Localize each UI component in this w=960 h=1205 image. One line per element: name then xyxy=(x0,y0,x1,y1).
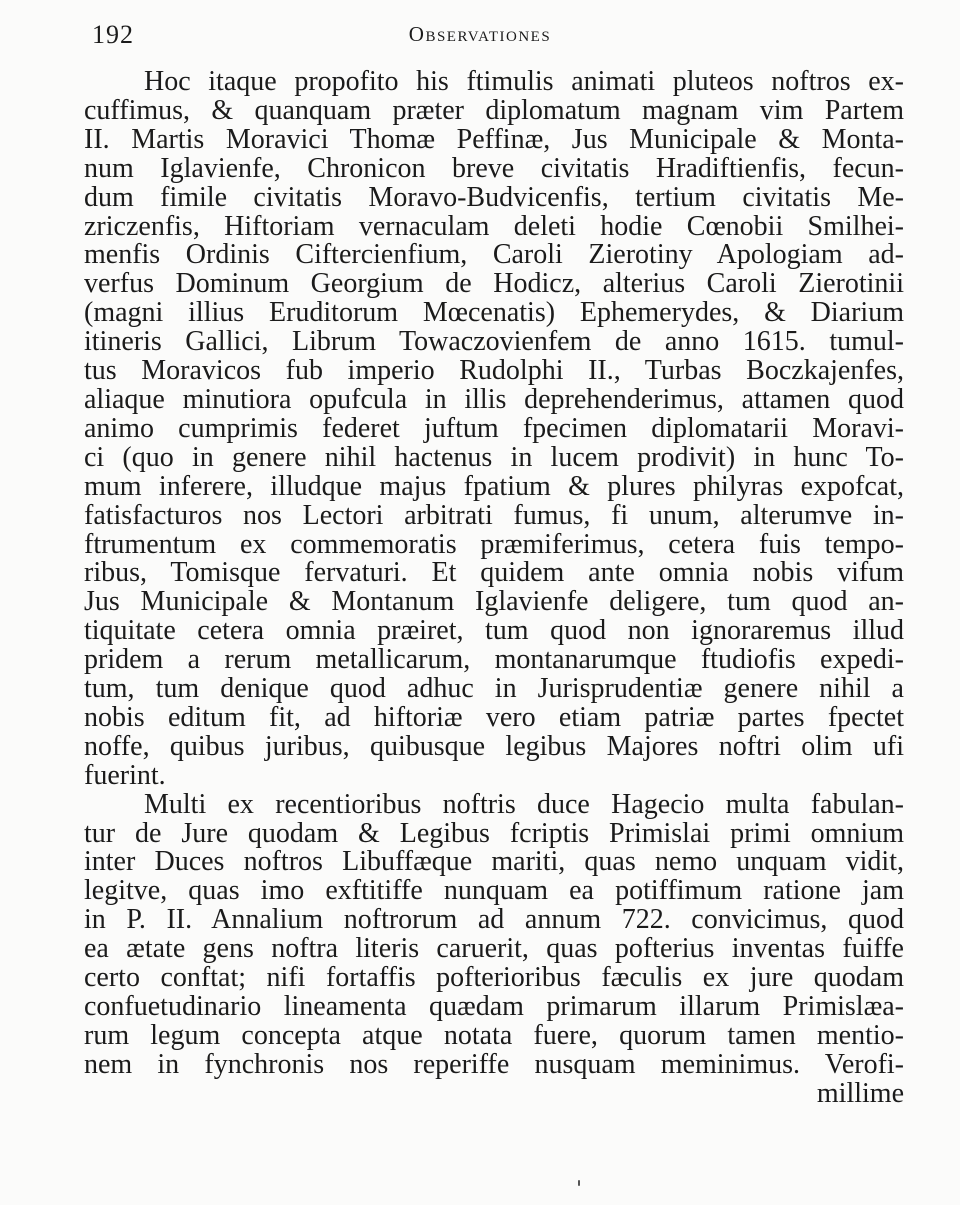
text-line: certo conftat; nifi fortaffis pofterioribus fæculis ex jure quodam xyxy=(84,964,904,993)
body-text xyxy=(84,68,904,1109)
text-line: rum legum concepta atque notata fuere, quorum tamen mentio- xyxy=(84,1021,904,1051)
text-line: cuffimus, & quanquam præter diplomatum magnam vim Partem xyxy=(84,96,904,126)
running-head xyxy=(40,18,920,48)
text-line: nem in fynchronis nos reperiffe nusquam meminimus. Verofi- xyxy=(84,1050,904,1080)
text-line: menfis Ordinis Ciftercienfium, Caroli Zierotiny Apologiam ad- xyxy=(84,241,904,271)
catchword: millime xyxy=(816,1079,904,1109)
text-line: mum inferere, illudque majus fpatium & plures philyras expofcat, xyxy=(84,472,904,502)
text-line: Hoc itaque propofito his ftimulis animati pluteos noftros ex- xyxy=(144,68,904,97)
text-line: itineris Gallici, Librum Towaczovienfem de anno 1615. tumul- xyxy=(84,328,904,358)
text-line: animo cumprimis federet juftum fpecimen diplomatarii Moravi- xyxy=(84,414,904,444)
ink-speck xyxy=(578,1180,580,1186)
text-line: legitve, quas imo exftitiffe nunquam ea potiffimum ratione jam xyxy=(84,877,904,907)
page-number: 192 xyxy=(92,20,134,49)
text-line: inter Duces noftros Libuffæque mariti, quas nemo unquam vidit, xyxy=(84,848,904,878)
text-line: (magni illius Eruditorum Mœcenatis) Ephemerydes, & Diarium xyxy=(84,299,904,329)
text-line: Jus Municipale & Montanum Iglavienfe deligere, tum quod an- xyxy=(84,588,904,618)
text-line: nobis editum fit, ad hiftoriæ vero etiam patriæ partes fpectet xyxy=(84,703,904,733)
text-line: fatisfacturos nos Lectori arbitrati fumus, fi unum, alterumve in- xyxy=(84,501,904,531)
text-line: aliaque minutiora opufcula in illis deprehenderimus, attamen quod xyxy=(84,385,904,415)
paragraph xyxy=(84,791,904,1080)
text-line: tum, tum denique quod adhuc in Jurisprudentiæ genere nihil a xyxy=(84,675,904,704)
text-line: in P. II. Annalium noftrorum ad annum 722. convicimus, quod xyxy=(84,906,904,936)
text-line: tiquitate cetera omnia præiret, tum quod non ignoraremus illud xyxy=(84,617,904,647)
text-line: tus Moravicos fub imperio Rudolphi II., Turbas Boczkajenfes, xyxy=(84,357,904,386)
text-line: II. Martis Moravici Thomæ Peffinæ, Jus Municipale & Monta- xyxy=(84,125,904,155)
paragraph xyxy=(84,68,904,791)
text-line: noffe, quibus juribus, quibusque legibus Majores noftri olim ufi xyxy=(84,732,904,762)
text-line: num Iglavienfe, Chronicon breve civitatis Hradiftienfis, fecun- xyxy=(84,154,904,184)
text-line: verfus Dominum Georgium de Hodicz, alterius Caroli Zierotinii xyxy=(84,270,904,300)
text-line: zriczenfis, Hiftoriam vernaculam deleti hodie Cœnobii Smilhei- xyxy=(84,212,904,242)
text-line: pridem a rerum metallicarum, montanarumque ftudiofis expedi- xyxy=(84,646,904,676)
running-title: Observationes xyxy=(408,22,552,46)
text-line: confuetudinario lineamenta quædam primarum illarum Primislæa- xyxy=(84,993,904,1022)
text-line: ea ætate gens noftra literis caruerit, quas pofterius inventas fuiffe xyxy=(84,935,904,965)
text-line: Multi ex recentioribus noftris duce Hagecio multa fabulan- xyxy=(144,790,904,820)
text-line: ribus, Tomisque fervaturi. Et quidem ante omnia nobis vifum xyxy=(84,559,904,589)
text-line: ftrumentum ex commemoratis præmiferimus, cetera fuis tempo- xyxy=(84,530,904,560)
text-line: fuerint. xyxy=(84,761,166,791)
text-line: ci (quo in genere nihil hactenus in lucem prodivit) in hunc To- xyxy=(84,443,904,473)
text-line: tur de Jure quodam & Legibus fcriptis Primislai primi omnium xyxy=(84,819,904,849)
text-line: dum fimile civitatis Moravo-Budvicenfis, tertium civitatis Me- xyxy=(84,183,904,213)
